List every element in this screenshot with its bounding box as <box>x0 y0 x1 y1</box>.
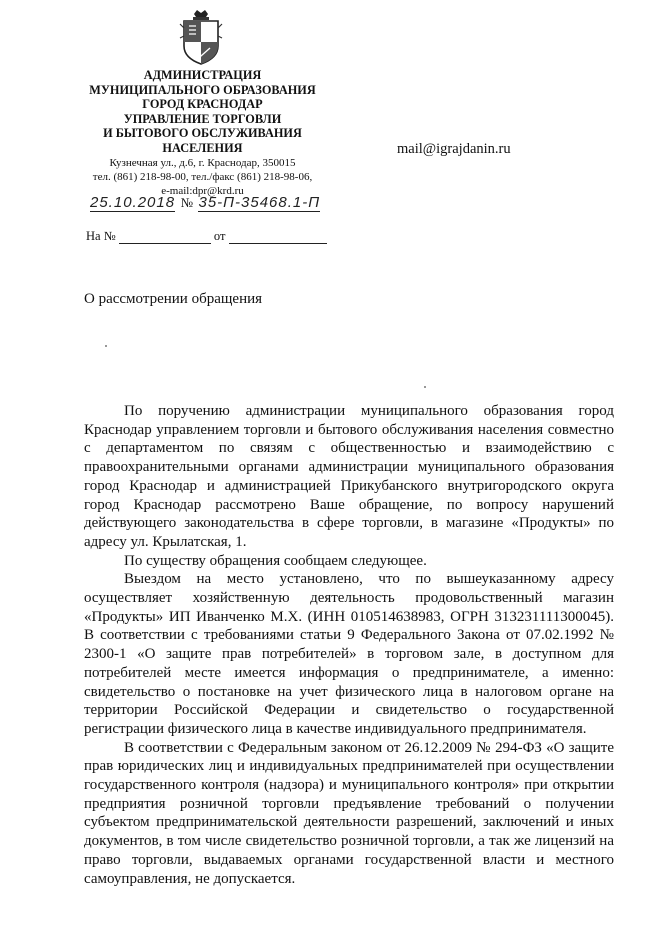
body-paragraph: По существу обращения сообщаем следующее. <box>124 552 427 569</box>
recipient-email: mail@igrajdanin.ru <box>397 141 511 157</box>
sender-header <box>70 68 335 199</box>
body-paragraph: Выездом на место установлено, что по вышеуказанному адресу осуществляет хозяйственную деятельность продовольственный магазин «Продукты» ИП Иванченко М.Х. (ИНН 010514638983, ОГРН 313231111300045). В соответствии с требованиями статьи 9 Федерального Закона от 07.02.1992 № 2300-1 «О защите прав потребителей» в торговом зале, в доступном для потребителей месте имеется информация о предпринимателе, а именно: свидетельство о постановке на учет физического лица в налоговом органе на территории Российской Федерации и свидетельство о государственной регистрации физического лица в качестве индивидуального предпринимателя. <box>84 571 614 737</box>
email-line: e-mail:dpr@krd.ru <box>161 185 244 198</box>
org-name-line: МУНИЦИПАЛЬНОГО ОБРАЗОВАНИЯ <box>89 82 316 97</box>
ref-number-blank <box>119 232 211 244</box>
outgoing-reg-number: 35-П-35468.1-П <box>198 194 321 211</box>
reference-line <box>86 229 327 244</box>
number-symbol: № <box>180 195 193 210</box>
ref-date-label: от <box>213 229 226 243</box>
address-line: Кузнечная ул., д.6, г. Краснодар, 350015 <box>109 156 296 169</box>
scan-speck <box>424 386 426 388</box>
org-name-line: НАСЕЛЕНИЯ <box>162 140 243 155</box>
org-name-line: АДМИНИСТРАЦИЯ <box>143 68 262 82</box>
outgoing-number <box>90 195 360 217</box>
phone-line: тел. (861) 218-98-00, тел./факс (861) 218-98-06, <box>92 170 313 183</box>
outgoing-date: 25.10.2018 <box>90 194 176 211</box>
body-paragraph: По поручению администрации муниципального образования город Краснодар управлением торговли и бытового обслуживания населения совместно с департаментом по связям с общественностью и взаимодействию с правоохранительными органами администрации муниципального образования город Краснодар и администрацией Прикубанского внутригородского округа город Краснодар рассмотрено Ваше обращение, по вопросу нарушений действующего законодательства в сфере торговли, в магазине «Продукты» по адресу ул. Крылатская, 1. <box>84 403 614 550</box>
ref-number-label: На № <box>86 229 116 243</box>
scan-speck <box>105 345 107 347</box>
org-name-line: И БЫТОВОГО ОБСЛУЖИВАНИЯ <box>103 126 302 141</box>
letter-body <box>84 402 614 888</box>
letter-subject: О рассмотрении обращения <box>84 291 263 307</box>
ref-date-blank <box>229 232 327 244</box>
org-name-line: ГОРОД КРАСНОДАР <box>142 97 263 112</box>
city-coat-of-arms-icon <box>178 8 224 66</box>
body-paragraph: В соответствии с Федеральным законом от 26.12.2009 № 294-ФЗ «О защите прав юридических лиц и индивидуальных предпринимателей при осуществлении государственного контроля (надзора) и муниципального контроля» при открытии предприятия розничной торговли предъявление требований о получении субъектом предпринимательской деятельности разрешений, заключений и иных документов, в том числе свидетельство розничной торговли, а так же лицензий на право торговли, выдаваемых органами государственной власти и местного самоуправления, не допускается. <box>84 739 614 887</box>
org-name-line: УПРАВЛЕНИЕ ТОРГОВЛИ <box>123 111 282 126</box>
